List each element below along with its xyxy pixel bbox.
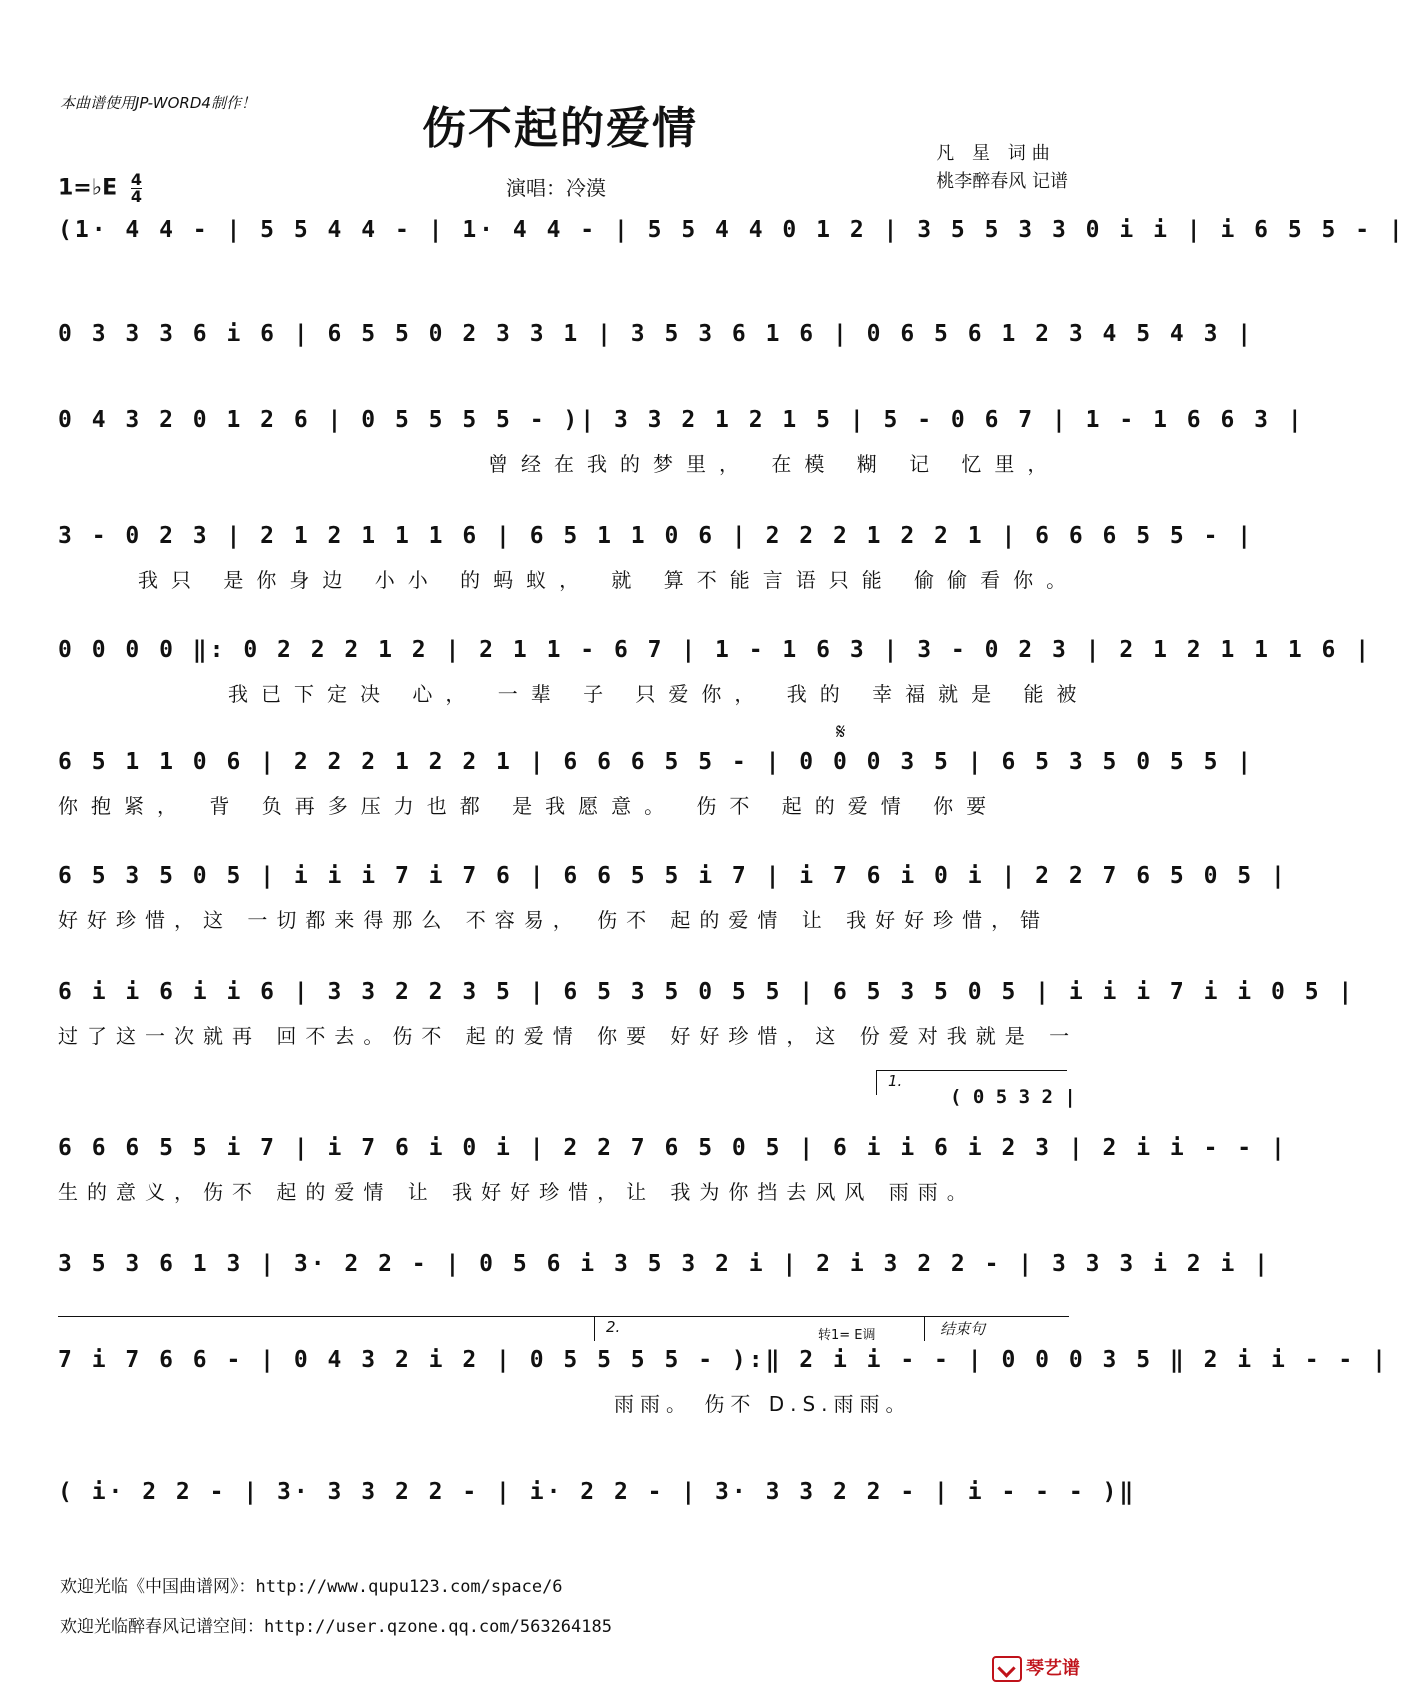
ending-2-label: 2. [606,1318,621,1336]
lyrics-line: 你抱紧， 背 负再多压力也都 是我愿意。 伤不 起的爱情 你要 [58,794,1000,818]
lyrics-line: 曾经在我的梦里， 在模 糊 记 忆里， [488,452,1061,476]
lyrics-line: 我已下定决 心， 一辈 子 只爱你， 我的 幸福就是 能被 [228,682,1090,706]
ending-tag: 结束句 [940,1320,986,1338]
tool-credit: 本曲谱使用JP-WORD4制作！ [60,94,256,112]
footer-link-1[interactable]: 欢迎光临《中国曲谱网》：http://www.qupu123.com/space/6 [60,1577,563,1597]
notation-line: (1· 4 4 - | 5 5 4 4 - | 1· 4 4 - | 5 5 4 4 0 1 2 | 3 5 5 3 3 0 i i | i 6 5 5 - | [58,217,1406,243]
singer: 演唱：冷漠 [506,176,606,200]
key-value: 1=♭E [58,175,118,201]
notation-line: 3 - 0 2 3 | 2 1 2 1 1 1 6 | 6 5 1 1 0 6 | 2 2 2 1 2 2 1 | 6 6 6 5 5 - | [58,523,1255,549]
ending-1-label: 1. [888,1072,903,1090]
notation-line: 0 4 3 2 0 1 2 6 | 0 5 5 5 5 - )| 3 3 2 1 2 1 5 | 5 - 0 6 7 | 1 - 1 6 6 3 | [58,407,1305,433]
segno-mark: 𝄋 [836,720,846,745]
authors [936,140,1068,196]
ending-1-notes: ( 0 5 3 2 | [950,1086,1076,1108]
key-signature [58,172,142,205]
notation-line: 7 i 7 6 6 - | 0 4 3 2 i 2 | 0 5 5 5 5 - ):‖ 2 i i - - | 0 0 0 3 5 ‖ 2 i i - - | [58,1347,1389,1373]
lyricist-composer: 凡 星 词曲 [936,143,1056,164]
lyrics-line: 过了这一次就再 回不去。伤不 起的爱情 你要 好好珍惜，这 份爱对我就是 一 [58,1024,1079,1048]
watermark-logo [992,1654,1080,1682]
notation-line: 0 0 0 0 ‖: 0 2 2 2 1 2 | 2 1 1 - 6 7 | 1 - 1 6 3 | 3 - 0 2 3 | 2 1 2 1 1 1 6 | [58,637,1373,663]
watermark-text: 琴艺谱 [1026,1658,1080,1679]
notation-line: 6 5 1 1 0 6 | 2 2 2 1 2 2 1 | 6 6 6 5 5 - | 0 0 0 3 5 | 6 5 3 5 0 5 5 | [58,749,1255,775]
transcriber: 桃李醉春风 记谱 [936,171,1068,192]
modulation-mark: 转1= E调 [818,1328,876,1343]
notation-line: ( i· 2 2 - | 3· 3 3 2 2 - | i· 2 2 - | 3· 3 3 2 2 - | i - - - )‖ [58,1479,1137,1505]
notation-line: 6 5 3 5 0 5 | i i i 7 i 7 6 | 6 6 5 5 i 7 | i 7 6 i 0 i | 2 2 7 6 5 0 5 | [58,863,1288,889]
lyrics-line: 我只 是你身边 小小 的蚂蚁， 就 算不能言语只能 偷偷看你。 [138,568,1080,592]
song-title: 伤不起的爱情 [422,103,698,154]
repeat-line [58,1316,1068,1341]
notation-line: 6 6 6 5 5 i 7 | i 7 6 i 0 i | 2 2 7 6 5 0 5 | 6 i i 6 i 2 3 | 2 i i - - | [58,1135,1288,1161]
notation-line: 6 i i 6 i i 6 | 3 3 2 2 3 5 | 6 5 3 5 0 5 5 | 6 5 3 5 0 5 | i i i 7 i i 0 5 | [58,979,1356,1005]
time-signature [131,172,142,205]
time-top: 4 [130,170,142,189]
notation-line: 0 3 3 3 6 i 6 | 6 5 5 0 2 3 3 1 | 3 5 3 6 1 6 | 0 6 5 6 1 2 3 4 5 4 3 | [58,321,1255,347]
lyrics-line: 生的意义，伤不 起的爱情 让 我好好珍惜，让 我为你挡去风风 雨雨。 [58,1180,976,1204]
notation-line: 3 5 3 6 1 3 | 3· 2 2 - | 0 5 6 i 3 5 3 2 i | 2 i 3 2 2 - | 3 3 3 i 2 i | [58,1251,1271,1277]
logo-icon [992,1656,1022,1682]
lyrics-line: 雨雨。 伤不 D.S.雨雨。 [614,1392,912,1416]
footer-link-2[interactable]: 欢迎光临醉春风记谱空间：http://user.qzone.qq.com/563264185 [60,1617,612,1637]
time-bottom: 4 [130,187,142,206]
lyrics-line: 好好珍惜，这 一切都来得那么 不容易， 伤不 起的爱情 让 我好好珍惜，错 [58,908,1050,932]
